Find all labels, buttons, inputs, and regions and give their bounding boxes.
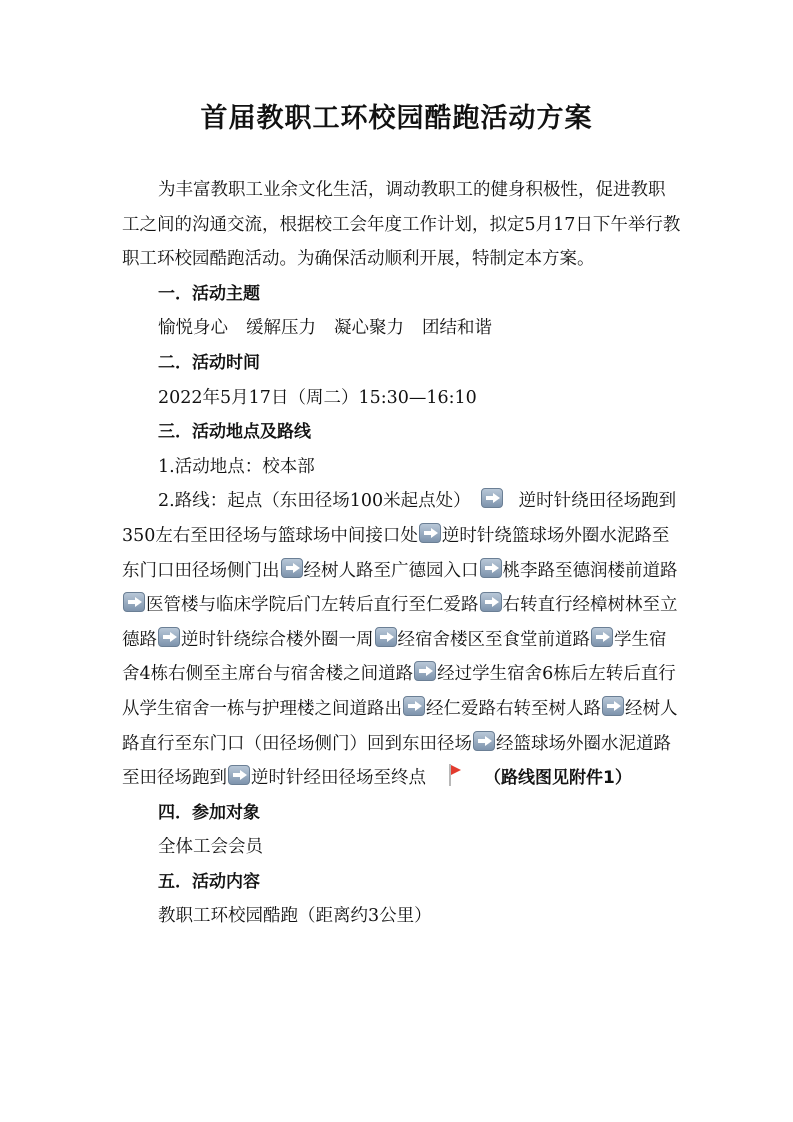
theme-item: 团结和谐 xyxy=(422,318,492,339)
right-arrow-icon xyxy=(480,592,502,612)
section-heading-theme: 一．活动主题 xyxy=(158,283,260,304)
route-segment: 逆时针绕综合楼外圈一周 xyxy=(181,629,374,650)
section-heading-time: 二．活动时间 xyxy=(158,352,260,373)
route-segment: 右转直行经樟树林至立德路 xyxy=(122,595,678,650)
right-arrow-icon xyxy=(481,488,503,508)
participants-text: 全体工会会员 xyxy=(158,837,263,858)
document-title: 首届教职工环校园酷跑活动方案 xyxy=(200,103,593,134)
section-heading-place: 三．活动地点及路线 xyxy=(158,422,311,443)
route-segment: 经宿舍楼区至食堂前道路 xyxy=(397,629,590,650)
theme-line xyxy=(122,311,682,346)
right-arrow-icon xyxy=(602,696,624,716)
right-arrow-icon xyxy=(375,627,397,647)
right-arrow-icon xyxy=(158,627,180,647)
right-arrow-icon xyxy=(228,765,250,785)
theme-item: 缓解压力 xyxy=(246,318,316,339)
right-arrow-icon xyxy=(473,731,495,751)
route-segment: 经树人路直行至东门口（田径场侧门）回到东田径场 xyxy=(122,698,678,754)
theme-item: 凝心聚力 xyxy=(334,318,404,339)
route-segment: 逆时针绕田径场跑到350左右至田径场与篮球场中间接口处 xyxy=(122,491,677,546)
route-paragraph xyxy=(122,484,682,795)
right-arrow-icon xyxy=(123,592,145,612)
location-text: 1.活动地点：校本部 xyxy=(158,456,315,477)
route-segment: 经树人路至广德园入口 xyxy=(303,560,479,581)
content-text: 教职工环校园酷跑（距离约3公里） xyxy=(158,906,432,927)
section-heading-participants: 四．参加对象 xyxy=(158,802,260,823)
right-arrow-icon xyxy=(480,558,502,578)
route-segment: 逆时针经田径场至终点 xyxy=(251,768,426,789)
red-flag-icon xyxy=(444,764,462,786)
document-body xyxy=(122,173,682,934)
route-segment: 桃李路至德润楼前道路 xyxy=(502,560,678,581)
right-arrow-icon xyxy=(281,558,303,578)
intro-paragraph: 为丰富教职工业余文化生活，调动教职工的健身积极性，促进教职工之间的沟通交流，根据校工会年度工作计划，拟定5月17日下午举行教职工环校园酷跑活动。为确保活动顺利开展，特制定本方案。 xyxy=(122,180,681,270)
route-segment: 2.路线：起点（东田径场100米起点处） xyxy=(158,491,471,512)
route-segment: 经篮球场外圈水泥道路至田径场跑到 xyxy=(122,733,671,789)
time-text: 2022年5月17日（周二）15:30—16:10 xyxy=(158,387,477,408)
route-segment: 逆时针绕篮球场外圈水泥路至东门口田径场侧门出 xyxy=(122,525,670,581)
theme-item: 愉悦身心 xyxy=(158,318,228,339)
route-segment: 学生宿舍4栋右侧至主席台与宿舍楼之间道路 xyxy=(122,629,667,685)
right-arrow-icon xyxy=(414,661,436,681)
section-heading-content: 五．活动内容 xyxy=(158,871,260,892)
route-map-note: （路线图见附件1） xyxy=(484,768,632,789)
right-arrow-icon xyxy=(403,696,425,716)
right-arrow-icon xyxy=(591,627,613,647)
route-segment: 经仁爱路右转至树人路 xyxy=(426,698,601,719)
right-arrow-icon xyxy=(419,523,441,543)
route-segment: 医管楼与临床学院后门左转后直行至仁爱路 xyxy=(146,595,479,616)
route-segment: 经过学生宿舍6栋后左转后直行从学生宿舍一栋与护理楼之间道路出 xyxy=(122,664,676,719)
